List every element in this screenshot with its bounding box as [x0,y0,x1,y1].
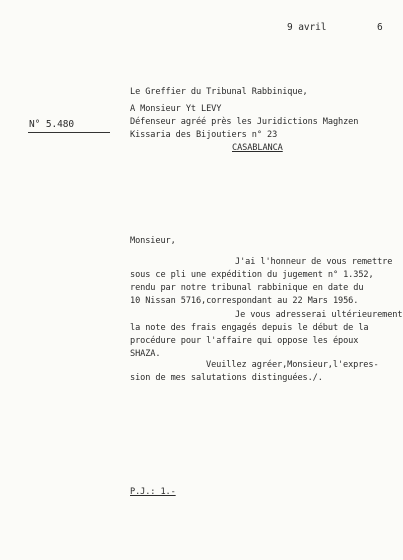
recipient-street: Kissaria des Bijoutiers n° 23 [130,130,278,140]
recipient-title: Défenseur agréé près les Juridictions Maghzen [130,117,359,127]
salutation: Monsieur, [130,236,176,246]
body-line: procédure pour l'affaire qui oppose les époux [130,336,359,346]
recipient-city: CASABLANCA [232,143,283,153]
body-line: SHAZA. [130,349,161,359]
reference-rule [28,132,110,133]
reference-number: N° 5.480 [29,119,74,130]
body-line: Je vous adresserai ultérieurement [235,310,403,320]
recipient-name: A Monsieur Yt LEVY [130,104,222,114]
page-number: 6 [377,22,383,33]
body-line: 10 Nissan 5716,correspondant au 22 Mars 1956. [130,296,359,306]
sender-line: Le Greffier du Tribunal Rabbinique, [130,87,308,97]
body-line: sous ce pli une expédition du jugement n° 1.352, [130,270,374,280]
enclosure-note: P.J.: 1.- [130,487,176,497]
body-line: Veuillez agréer,Monsieur,l'expres- [206,360,379,370]
body-line: J'ai l'honneur de vous remettre [235,257,393,267]
letter-date: 9 avril [287,22,327,33]
body-line: sion de mes salutations distinguées./. [130,373,323,383]
body-line: la note des frais engagés depuis le début de la [130,323,369,333]
body-line: rendu par notre tribunal rabbinique en date du [130,283,364,293]
